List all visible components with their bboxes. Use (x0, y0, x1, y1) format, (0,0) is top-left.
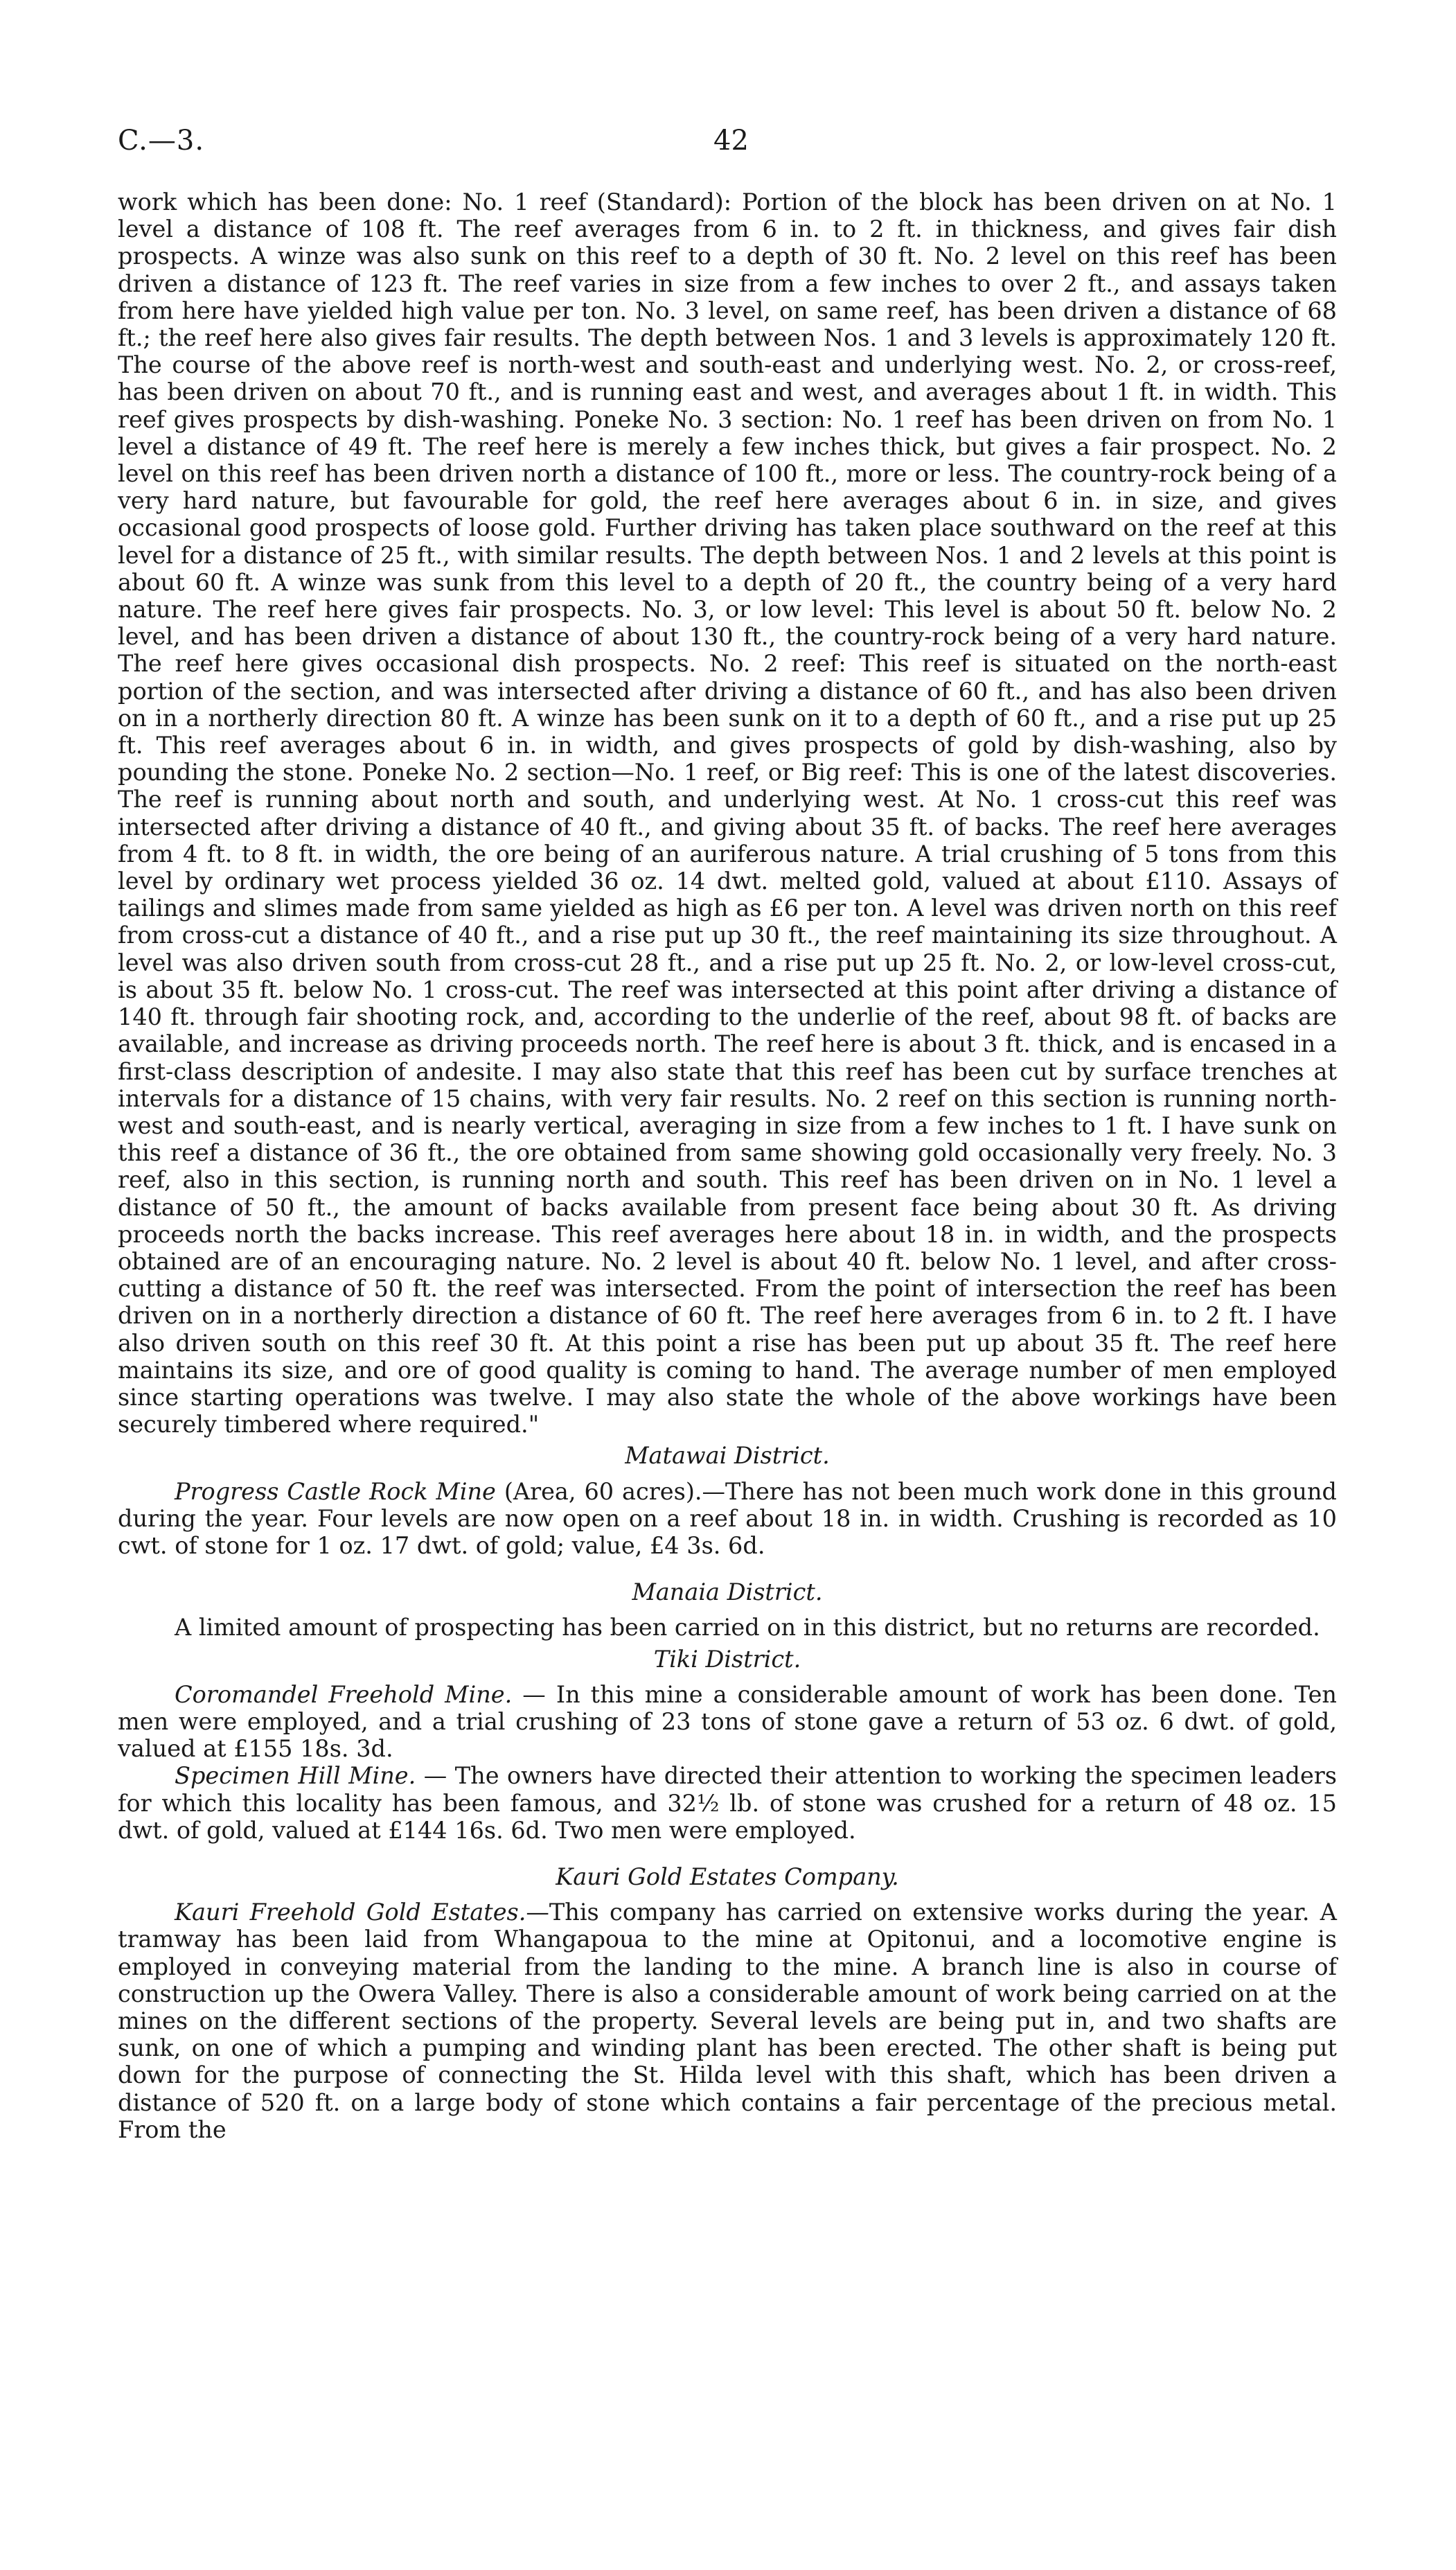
mine-name: Coromandel Freehold Mine. (175, 1680, 513, 1708)
page-number: 42 (713, 125, 749, 157)
mine-name: Specimen Hill Mine. (175, 1762, 416, 1790)
paragraph-manaia: A limited amount of prospecting has been carried on in this district, but no returns are recorded. (175, 1614, 1320, 1642)
section-heading-matawai: Matawai District. (625, 1442, 830, 1470)
paragraph-text: — The owners have directed their attention to working the specimen leaders for which this locality has been famous, and 32½ lb. of stone was crushed for a return of 48 oz. 15 dwt. of gold, valued at £144 16s. 6d. Two men were employed. (118, 1762, 1337, 1844)
paragraph-progress-castle-rock (118, 1478, 1337, 1560)
paragraph-specimen-hill (118, 1762, 1337, 1844)
section-heading-kauri: Kauri Gold Estates Company. (556, 1863, 899, 1890)
paragraph-coromandel-freehold (118, 1681, 1337, 1763)
page-header (118, 125, 1337, 166)
document-body (118, 188, 1337, 2143)
section-heading-manaia: Manaia District. (632, 1578, 823, 1606)
mine-name: Kauri Freehold Gold Estates. (175, 1899, 526, 1926)
paragraph-text: —This company has carried on extensive works during the year. A tramway has been laid from Whangapoua to the mine at Opitonui, and a locomotive engine is employed in conveying material from the landing to the mine. A branch line is also in course of construction up the Owera Valley. There is also a considerable amount of work being carried on at the mines on the different sections of the property. Several levels are being put in, and two shafts are sunk, on one of which a pumping and winding plant has been erected. The other shaft is being put down for the purpose of connecting the St. Hilda level with this shaft, which has been driven a distance of 520 ft. on a large body of stone which contains a fair percentage of the precious metal. From the (118, 1899, 1337, 2143)
document-reference: C.—3. (118, 125, 205, 157)
section-heading-tiki: Tiki District. (653, 1645, 801, 1673)
paragraph-text: (Area, 60 acres).—There has not been much work done in this ground during the year. Four levels are now open on a reef about 18 in. in width. Crushing is recorded as 10 cwt. of stone for 1 oz. 17 dwt. of gold; value, £4 3s. 6d. (118, 1477, 1338, 1559)
mine-name: Progress Castle Rock Mine (175, 1477, 496, 1505)
continued-report-paragraph: work which has been done: No. 1 reef (Standard): Portion of the block has been driven on at No. 1 level a distance of 108 ft. The reef averages from 6 in. to 2 ft. in thickness, and gives fair dish prospects. A winze was also sunk on this reef to a depth of 30 ft. No. 2 level on this reef has been driven a distance of 123 ft. The reef varies in size from a few inches to over 2 ft., and assays taken from here have yielded high value per ton. No. 3 level, on same reef, has been driven a distance of 68 ft.; the reef here also gives fair results. The depth between Nos. 1 and 3 levels is approximately 120 ft. The course of the above reef is north-west and south-east and underlying west. No. 2, or cross-reef, has been driven on about 70 ft., and is running east and west, and averages about 1 ft. in width. This reef gives prospects by dish-washing. Poneke No. 3 section: No. 1 reef has been driven on from No. 1 level a distance of 49 ft. The reef here is merely a few inches thick, but gives a fair prospect. No. 2 level on this reef has been driven north a distance of 100 ft., more or less. The country-rock being of a very hard nature, but favourable for gold, the reef here averages about 6 in. in size, and gives occasional good prospects of loose gold. Further driving has taken place southward on the reef at this level for a distance of 25 ft., with similar results. The depth between Nos. 1 and 2 levels at this point is about 60 ft. A winze was sunk from this level to a depth of 20 ft., the country being of a very hard nature. The reef here gives fair prospects. No. 3, or low level: This level is about 50 ft. below No. 2 level, and has been driven a distance of about 130 ft., the country-rock being of a very hard nature. The reef here gives occasional dish prospects. No. 2 reef: This reef is situated on the north-east portion of the section, and was intersected after driving a distance of 60 ft., and has also been driven on in a northerly direction 80 ft. A winze has been sunk on it to a depth of 60 ft., and a rise put up 25 ft. This reef averages about 6 in. in width, and gives prospects of gold by dish-washing, also by pounding the stone. Poneke No. 2 section—No. 1 reef, or Big reef: This is one of the latest discoveries. The reef is running about north and south, and underlying west. At No. 1 cross-cut this reef was intersected after driving a distance of 40 ft., and giving about 35 ft. of backs. The reef here averages from 4 ft. to 8 ft. in width, the ore being of an auriferous nature. A trial crushing of 5 tons from this level by ordinary wet process yielded 36 oz. 14 dwt. melted gold, valued at about £110. Assays of tailings and slimes made from same yielded as high as £6 per ton. A level was driven north on this reef from cross-cut a distance of 40 ft., and a rise put up 30 ft., the reef maintaining its size throughout. A level was also driven south from cross-cut 28 ft., and a rise put up 25 ft. No. 2, or low-level cross-cut, is about 35 ft. below No. 1 cross-cut. The reef was intersected at this point after driving a distance of 140 ft. through fair shooting rock, and, according to the underlie of the reef, about 98 ft. of backs are available, and increase as driving proceeds north. The reef here is about 3 ft. thick, and is encased in a first-class description of andesite. I may also state that this reef has been cut by surface trenches at intervals for a distance of 15 chains, with very fair results. No. 2 reef on this section is running north-west and south-east, and is nearly vertical, averaging in size from a few inches to 1 ft. I have sunk on this reef a distance of 36 ft., the ore obtained from same showing gold occasionally very freely. No. 3 reef, also in this section, is running north and south. This reef has been driven on in No. 1 level a distance of 50 ft., the amount of backs available from present face being about 30 ft. As driving proceeds north the backs increase. This reef averages here about 18 in. in width, and the prospects obtained are of an encouraging nature. No. 2 level is about 40 ft. below No. 1 level, and after cross-cutting a distance of 50 ft. the reef was intersected. From the point of intersection the reef has been driven on in a northerly direction a distance of 60 ft. The reef here averages from 6 in. to 2 ft. I have also driven south on this reef 30 ft. At this point a rise has been put up about 35 ft. The reef here maintains its size, and ore of good quality is coming to hand. The average number of men employed since starting operations was twelve. I may also state the whole of the above workings have been securely timbered where required." (118, 188, 1337, 1438)
paragraph-text: — In this mine a considerable amount of work has been done. Ten men were employed, and a trial crushing of 23 tons of stone gave a return of 53 oz. 6 dwt. of gold, valued at £155 18s. 3d. (118, 1680, 1337, 1763)
paragraph-kauri-freehold (118, 1899, 1337, 2143)
